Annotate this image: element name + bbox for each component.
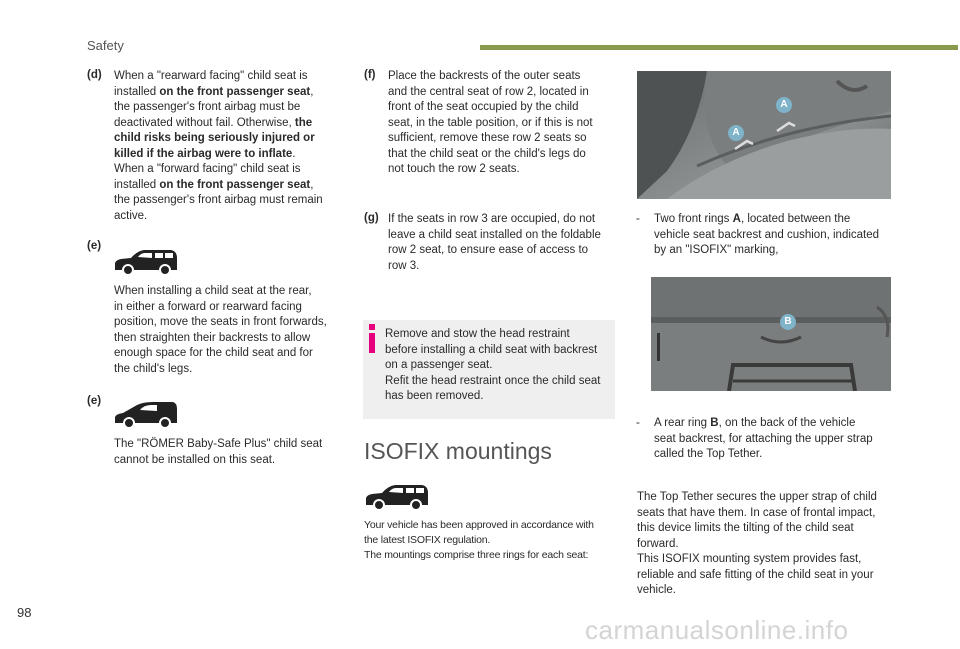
page-number: 98	[17, 605, 32, 620]
item-label-d: (d)	[87, 69, 102, 81]
van-icon	[113, 248, 179, 276]
item-label-g: (g)	[364, 212, 379, 224]
item-d-line: the passenger's front airbag must be	[114, 101, 301, 113]
isofix-intro-text: Your vehicle has been approved in accordance with the latest ISOFIX regulation. The mountings comprise three rings for each seat:	[364, 519, 594, 561]
watermark: carmanualsonline.info	[585, 615, 849, 645]
isofix-rear-ring-photo	[651, 277, 891, 391]
item-d-line: installed on the front passenger seat,	[114, 85, 314, 98]
marker-a-lower: A	[728, 125, 744, 141]
item-g-text: If the seats in row 3 are occupied, do not leave a child seat installed on the foldable row 2 seat, to ensure ease of access to row 3.	[388, 213, 601, 272]
car-icon	[113, 401, 179, 429]
item-label-e1: (e)	[87, 240, 102, 252]
bullet-a-dash: -	[636, 213, 640, 225]
item-e1-text: When installing a child seat at the rear, in either a forward or rearward facing position, move the seats in front forwards, then straighten their backrests to allow enough space for the child seat and for the child's legs.	[114, 285, 327, 375]
bullet-a-text: Two front rings A, located between the vehicle seat backrest and cushion, indicated by an "ISOFIX" marking,	[654, 213, 880, 256]
item-d-line: killed if the airbag were to inflate.	[114, 147, 296, 160]
section-accent-bar	[480, 45, 958, 50]
item-e2-text: The "RÖMER Baby-Safe Plus" child seat cannot be installed on this seat.	[114, 438, 323, 466]
top-tether-text: The Top Tether secures the upper strap of child seats that have them. In case of frontal impact, this device limits the tilting of the child seat forward. This ISOFIX mounting system provides fast, reliable and safe fitting of the child seat in your vehicle.	[637, 491, 877, 596]
item-label-f: (f)	[364, 69, 376, 81]
info-icon-dot	[369, 324, 375, 330]
isofix-heading: ISOFIX mountings	[364, 438, 552, 464]
section-title: Safety	[87, 38, 124, 53]
bullet-b-text: A rear ring B, on the back of the vehicle seat backrest, for attaching the upper strap called the Top Tether.	[654, 417, 873, 460]
item-f-text: Place the backrests of the outer seats and the central seat of row 2, located in front of the seat occupied by the child seat, in the table position, or if this is not sufficient, remove these row 2 seats so that the child seat or the child's legs do not touch the row 2 seats.	[388, 70, 593, 175]
isofix-front-rings-photo	[637, 71, 891, 199]
marker-a-upper: A	[776, 97, 792, 113]
item-d-line: When a "forward facing" child seat is	[114, 163, 301, 175]
item-d-line: child risks being seriously injured or	[114, 132, 315, 144]
item-d-text	[114, 69, 349, 224]
item-d-line: installed on the front passenger seat,	[114, 178, 314, 191]
van-icon-isofix	[364, 483, 430, 511]
item-d-line: the passenger's front airbag must remain	[114, 194, 323, 206]
item-label-e2: (e)	[87, 395, 102, 407]
item-d-line: active.	[114, 209, 148, 222]
marker-b: B	[780, 314, 796, 330]
bullet-b-dash: -	[636, 417, 640, 429]
item-d-line: deactivated without fail. Otherwise, the	[114, 116, 313, 129]
info-note-text: Remove and stow the head restraint before installing a child seat with backrest on a passenger seat. Refit the head restraint once the child seat has been removed.	[385, 328, 601, 402]
info-icon	[369, 333, 375, 353]
item-d-line: When a "rearward facing" child seat is	[114, 70, 308, 82]
